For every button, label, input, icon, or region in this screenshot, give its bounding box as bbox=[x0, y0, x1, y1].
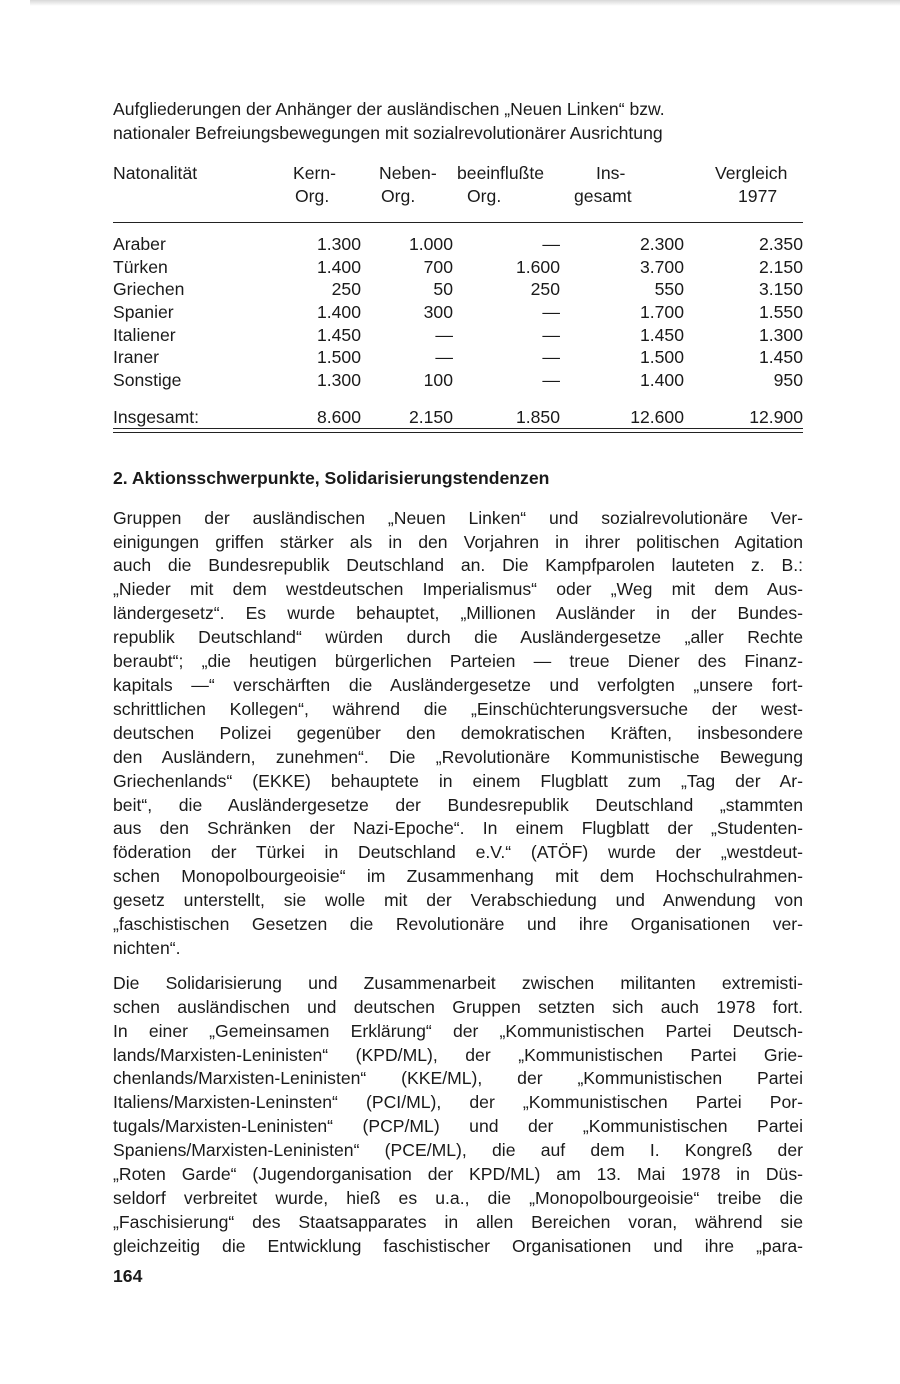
table-header-row bbox=[113, 162, 803, 185]
supporters-table bbox=[113, 162, 803, 433]
header-insgesamt-2: gesamt bbox=[574, 185, 632, 206]
scan-edge bbox=[30, 0, 900, 6]
header-vergleich: Vergleich bbox=[715, 162, 788, 183]
caption-line: nationaler Befreiungsbewegungen mit sozialrevolutionärer Ausrichtung bbox=[113, 122, 663, 143]
header-rule bbox=[113, 208, 803, 223]
paragraph-solidarity: Die Solidarisierung und Zusammenarbeit zwischen militanten extremisti- schen ausländischen und deutschen Gruppen setzten sich auch 1978 fort. In einer „Gemeinsamen Erklärung“ der „Kommunistischen Partei Deutsch- lands/Marxisten-Leninisten“ (KPD/ML), der „Kommunistischen Partei Grie- chenlands/Marxisten-Leninisten“ (KKE/ML), der „Kommunistischen Partei Italiens/Marxisten-Leninsten“ (PCI/ML), der „Kommunistischen Partei Por- tugals/Marxisten-Leninisten“ (PCP/ML) und der „Kommunistischen Partei Spaniens/Marxisten-Leninisten“ (PCE/ML), die auf dem I. Kongreß der „Roten Garde“ (Jugendorganisation der KPD/ML) am 13. Mai 1978 in Düs- seldorf verbreitet wurde, hieß es u.a., die „Monopolbourgeoisie“ treibe die „Faschisierung“ des Staatsapparates in allen Bereichen voran, während sie gleichzeitig die Entwicklung faschistischer Organisationen und ihre „para- bbox=[113, 972, 803, 1256]
header-nationality: Natonalität bbox=[113, 162, 198, 183]
header-insgesamt: Ins- bbox=[596, 162, 626, 183]
double-rule bbox=[113, 428, 803, 432]
table-row: Türken 1.400 700 1.600 3.700 2.150 bbox=[113, 256, 803, 277]
table-row: Italiener 1.450 — — 1.450 1.300 bbox=[113, 324, 803, 345]
table-total-row: Insgesamt: 8.600 2.150 1.850 12.600 12.900 bbox=[113, 406, 803, 427]
paragraph-agitation: Gruppen der ausländischen „Neuen Linken“ und sozialrevolutionäre Ver- einigungen griffen stärker als in den Vorjahren in ihrer politischen Agitation auch die Bundesrepublik Deutschland an. Die Kampfparolen lauteten z. B.: „Nieder mit dem westdeutschen Imperialismus“ oder „Weg mit dem Aus- ländergesetz“. Es wurde behauptet, „Millionen Ausländer in der Bundes- republik Deutschland“ würden durch die Ausländergesetze „aller Rechte beraubt“; „die heutigen bürgerlichen Parteien — treue Diener des Finanz- kapitals —“ verschärften die Ausländergesetze und verfolgten „unsere fort- schrittlichen Kollegen“, während die „Einschüchterungsversuche der west- deutschen Polizei gegenüber den demokratischen Kräften, insbesondere den Ausländern, zunehmen“. Die „Revolutionäre Kommunistische Bewegung Griechenlands“ (EKKE) behauptete in einem Flugblatt zum „Tag der Ar- beit“, die Ausländergesetze der Bundesrepublik Deutschland „stammten aus den Schränken der Nazi-Epoche“. In einem Flugblatt der „Studenten- föderation der Türkei in Deutschland e.V.“ (ATÖF) wurde der „westdeut- schen Monopolbourgeoisie“ im Zusammenhang mit dem Hochschulrahmen- gesetz unterstellt, sie wolle mit der Verabschiedung und Anwendung von „faschistischen Gesetzen die Revolutionäre und ihre Organisationen ver- nichten“. bbox=[113, 507, 803, 958]
table-row: Sonstige 1.300 100 — 1.400 950 bbox=[113, 370, 803, 391]
section-heading: 2. Aktionsschwerpunkte, Solidarisierungstendenzen bbox=[113, 467, 550, 488]
header-nationality-2 bbox=[113, 185, 288, 208]
table-row: Griechen 250 50 250 550 3.150 bbox=[113, 279, 803, 300]
header-kern: Kern- bbox=[293, 162, 337, 183]
header-neben-2: Org. bbox=[381, 185, 416, 206]
page-number: 164 bbox=[113, 1266, 143, 1286]
table-row: Araber 1.300 1.000 — 2.300 2.350 bbox=[113, 233, 803, 254]
table-caption bbox=[113, 98, 803, 146]
header-beeinflusst: beeinflußte bbox=[457, 162, 545, 183]
header-kern-2: Org. bbox=[295, 185, 330, 206]
header-beeinflusst-2: Org. bbox=[467, 185, 502, 206]
table-row: Spanier 1.400 300 — 1.700 1.550 bbox=[113, 301, 803, 322]
caption-line: Aufgliederungen der Anhänger der ausländischen „Neuen Linken“ bzw. bbox=[113, 99, 665, 119]
header-neben: Neben- bbox=[379, 162, 437, 183]
page-content bbox=[113, 98, 803, 1270]
header-vergleich-2: 1977 bbox=[738, 185, 778, 206]
table-row: Iraner 1.500 — — 1.500 1.450 bbox=[113, 347, 803, 368]
table-header-row-2 bbox=[113, 185, 803, 208]
